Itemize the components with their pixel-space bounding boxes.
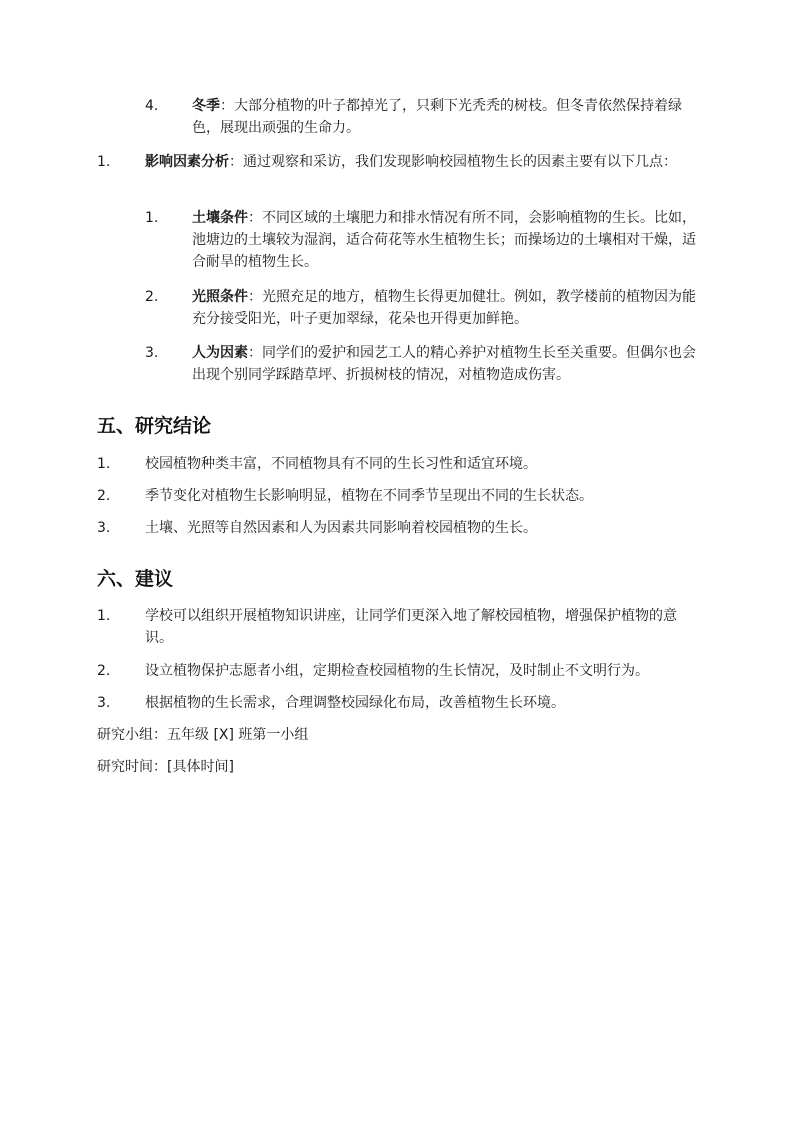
list-text: 根据植物的生长需求，合理调整校园绿化布局，改善植物生长环境。 xyxy=(145,695,565,711)
list-text: 设立植物保护志愿者小组，定期检查校园植物的生长情况，及时制止不文明行为。 xyxy=(145,663,649,679)
list-text: 校园植物种类丰富，不同植物具有不同的生长习性和适宜环境。 xyxy=(145,456,537,472)
list-number: 1. xyxy=(97,608,111,624)
research-group: 研究小组：五年级 [X] 班第一小组 xyxy=(97,727,309,743)
list-number: 1. xyxy=(97,456,111,472)
term-label: 影响因素分析 xyxy=(145,154,229,170)
list-number: 2. xyxy=(97,663,111,679)
list-number: 4. xyxy=(145,98,159,114)
list-text: 季节变化对植物生长影响明显，植物在不同季节呈现出不同的生长状态。 xyxy=(145,488,593,504)
list-text xyxy=(192,95,700,139)
list-number: 2. xyxy=(97,488,111,504)
list-text: 学校可以组织开展植物知识讲座，让同学们更深入地了解校园植物，增强保护植物的意识。 xyxy=(145,608,677,646)
term-label: 光照条件 xyxy=(192,289,248,305)
section-heading-suggestions: 六、建议 xyxy=(97,568,174,590)
term-description: ：通过观察和采访，我们发现影响校园植物生长的因素主要有以下几点： xyxy=(229,154,677,170)
research-time: 研究时间：[具体时间] xyxy=(97,759,234,775)
term-label: 人为因素 xyxy=(192,345,248,361)
list-text xyxy=(145,151,700,173)
list-text xyxy=(192,207,700,273)
term-description: ：同学们的爱护和园艺工人的精心养护对植物生长至关重要。但偶尔也会出现个别同学踩踏草坪、折损树枝的情况，对植物造成伤害。 xyxy=(192,345,696,383)
list-number: 1. xyxy=(97,154,111,170)
term-description: ：不同区域的土壤肥力和排水情况有所不同，会影响植物的生长。比如，池塘边的土壤较为湿润，适合荷花等水生植物生长；而操场边的土壤相对干燥，适合耐旱的植物生长。 xyxy=(192,210,696,270)
list-number: 3. xyxy=(97,695,111,711)
list-number: 1. xyxy=(145,210,159,226)
term-description: ：大部分植物的叶子都掉光了，只剩下光秃秃的树枝。但冬青依然保持着绿色，展现出顽强的生命力。 xyxy=(192,98,682,136)
list-number: 3. xyxy=(145,345,159,361)
term-description: ：光照充足的地方，植物生长得更加健壮。例如，教学楼前的植物因为能充分接受阳光，叶子更加翠绿，花朵也开得更加鲜艳。 xyxy=(192,289,696,327)
term-label: 土壤条件 xyxy=(192,210,248,226)
list-text xyxy=(192,342,700,386)
list-text xyxy=(192,286,700,330)
list-text: 土壤、光照等自然因素和人为因素共同影响着校园植物的生长。 xyxy=(145,520,537,536)
term-label: 冬季 xyxy=(192,98,220,114)
list-number: 2. xyxy=(145,289,159,305)
list-number: 3. xyxy=(97,520,111,536)
section-heading-conclusion: 五、研究结论 xyxy=(97,415,212,437)
